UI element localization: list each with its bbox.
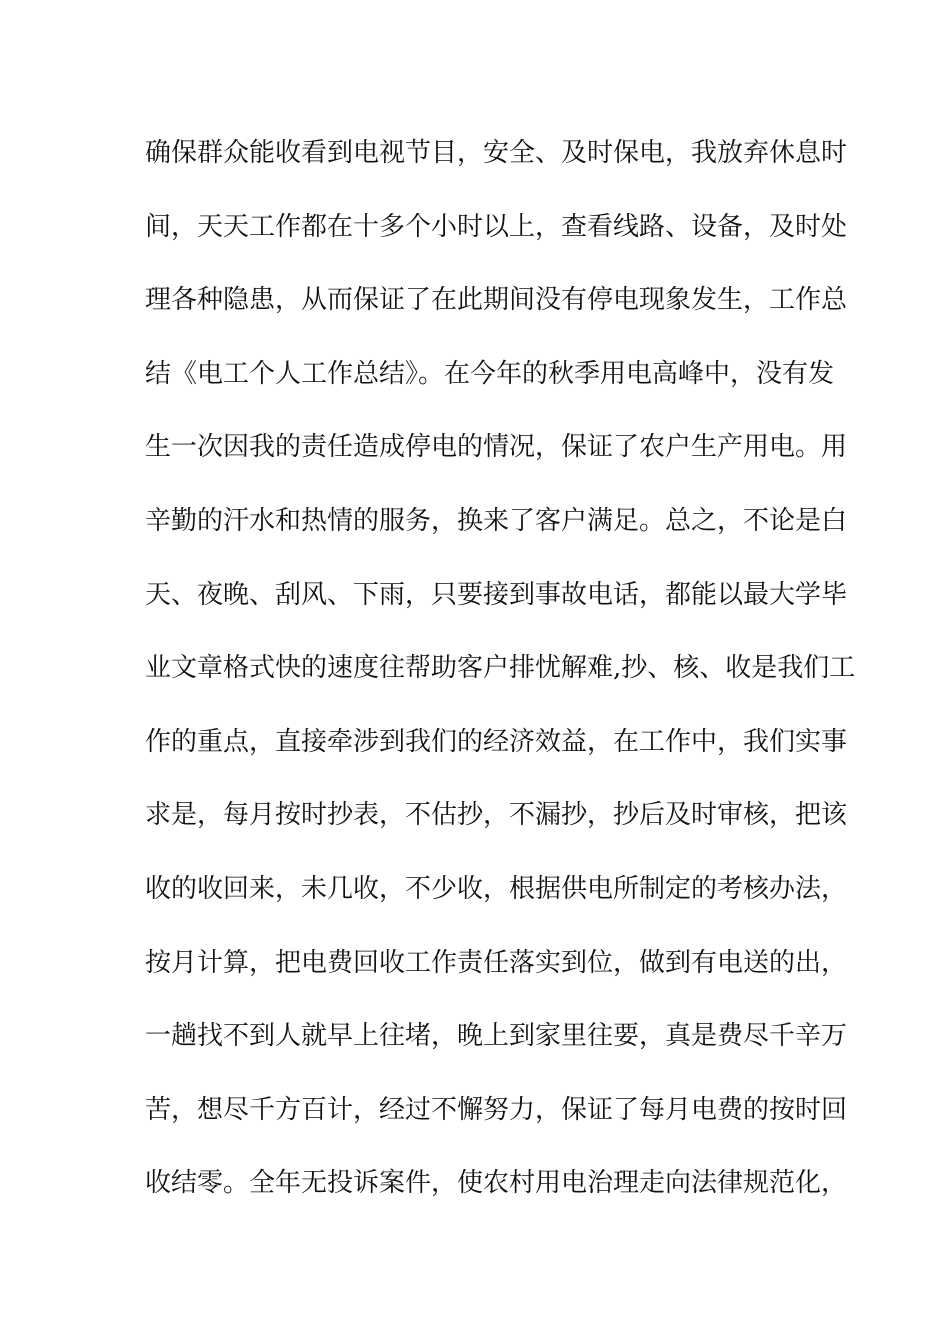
text-line-14: 苦，想尽千方百计，经过不懈努力，保证了每月电费的按时回 <box>145 1094 848 1125</box>
text-line-5: 生一次因我的责任造成停电的情况，保证了农户生产用电。用 <box>145 432 848 463</box>
text-line-9: 作的重点，直接牵涉到我们的经济效益，在工作中，我们实事 <box>145 726 848 757</box>
text-line-4: 结《电工个人工作总结》。在今年的秋季用电高峰中，没有发 <box>145 358 835 389</box>
text-line-6: 辛勤的汗水和热情的服务，换来了客户满足。总之，不论是白 <box>145 505 848 536</box>
text-line-2: 间，天天工作都在十多个小时以上，查看线路、设备，及时处 <box>145 211 848 242</box>
text-line-11: 收的收回来，未几收，不少收，根据供电所制定的考核办法， <box>145 873 848 904</box>
text-line-8: 业文章格式快的速度往帮助客户排忧解难,抄、核、收是我们工 <box>145 653 856 684</box>
text-line-15: 收结零。全年无投诉案件，使农村用电治理走向法律规范化， <box>145 1168 848 1199</box>
body-text <box>145 127 856 1231</box>
text-line-10: 求是，每月按时抄表，不估抄，不漏抄，抄后及时审核，把该 <box>145 800 848 831</box>
text-line-7: 天、夜晚、刮风、下雨，只要接到事故电话，都能以最大学毕 <box>145 579 848 610</box>
text-line-3: 理各种隐患，从而保证了在此期间没有停电现象发生，工作总 <box>145 285 848 316</box>
text-line-12: 按月计算，把电费回收工作责任落实到位，做到有电送的出， <box>145 947 848 978</box>
text-line-1: 确保群众能收看到电视节目，安全、及时保电，我放弃休息时 <box>145 138 848 168</box>
text-line-13: 一趟找不到人就早上往堵，晚上到家里往要，真是费尽千辛万 <box>145 1021 848 1052</box>
